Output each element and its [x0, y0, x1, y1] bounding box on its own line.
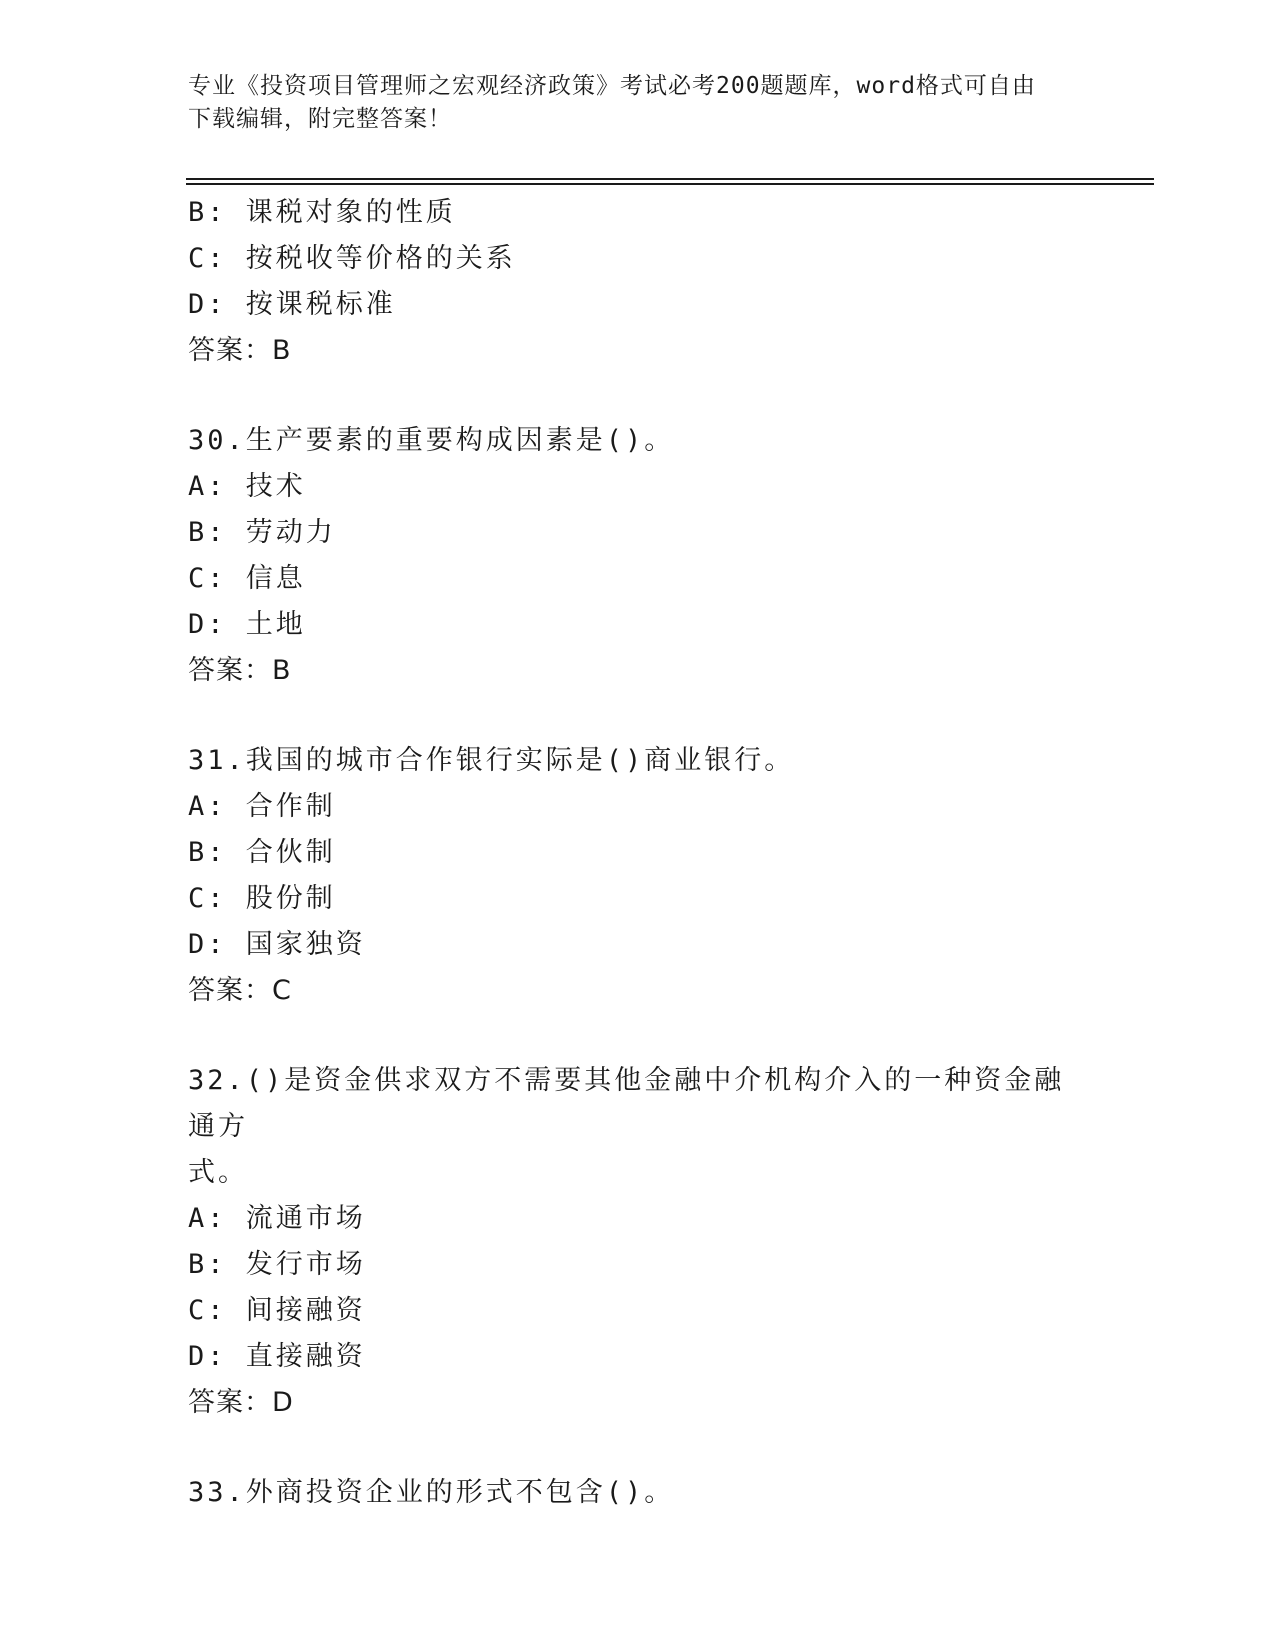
option-a: A: 流通市场 — [188, 1203, 366, 1234]
question-31 — [188, 738, 1088, 1014]
option-c: C: 间接融资 — [188, 1295, 366, 1326]
option-d: D: 国家独资 — [188, 929, 366, 960]
option-b: B: 课税对象的性质 — [188, 197, 456, 228]
option-d: D: 土地 — [188, 609, 306, 640]
option-b: B: 发行市场 — [188, 1249, 366, 1280]
question-30 — [188, 418, 1088, 694]
question-stem: 30.生产要素的重要构成因素是()。 — [188, 425, 675, 456]
question-stem-line-2: 式。 — [188, 1157, 248, 1188]
header-divider-top — [186, 178, 1154, 180]
option-c: C: 股份制 — [188, 883, 336, 914]
document-header — [188, 70, 1088, 136]
option-a: A: 技术 — [188, 471, 306, 502]
option-b: B: 合伙制 — [188, 837, 336, 868]
header-divider-bottom — [186, 183, 1154, 185]
answer-line: 答案：D — [188, 1387, 294, 1418]
answer-line: 答案：C — [188, 975, 292, 1006]
option-d: D: 按课税标准 — [188, 289, 396, 320]
header-line-1: 专业《投资项目管理师之宏观经济政策》考试必考200题题库，word格式可自由 — [188, 73, 1036, 99]
option-c: C: 信息 — [188, 563, 306, 594]
question-32 — [188, 1058, 1088, 1426]
question-list — [188, 190, 1088, 1516]
option-d: D: 直接融资 — [188, 1341, 366, 1372]
option-c: C: 按税收等价格的关系 — [188, 243, 516, 274]
header-line-2: 下载编辑，附完整答案！ — [188, 106, 452, 132]
question-stem: 33.外商投资企业的形式不包含()。 — [188, 1477, 675, 1508]
prev-question-block — [188, 190, 1088, 374]
question-33 — [188, 1470, 1088, 1516]
answer-line: 答案：B — [188, 335, 292, 366]
option-a: A: 合作制 — [188, 791, 336, 822]
option-b: B: 劳动力 — [188, 517, 336, 548]
question-stem: 31.我国的城市合作银行实际是()商业银行。 — [188, 745, 795, 776]
question-stem-line-1: 32.()是资金供求双方不需要其他金融中介机构介入的一种资金融通方 — [188, 1065, 1065, 1142]
answer-line: 答案：B — [188, 655, 292, 686]
